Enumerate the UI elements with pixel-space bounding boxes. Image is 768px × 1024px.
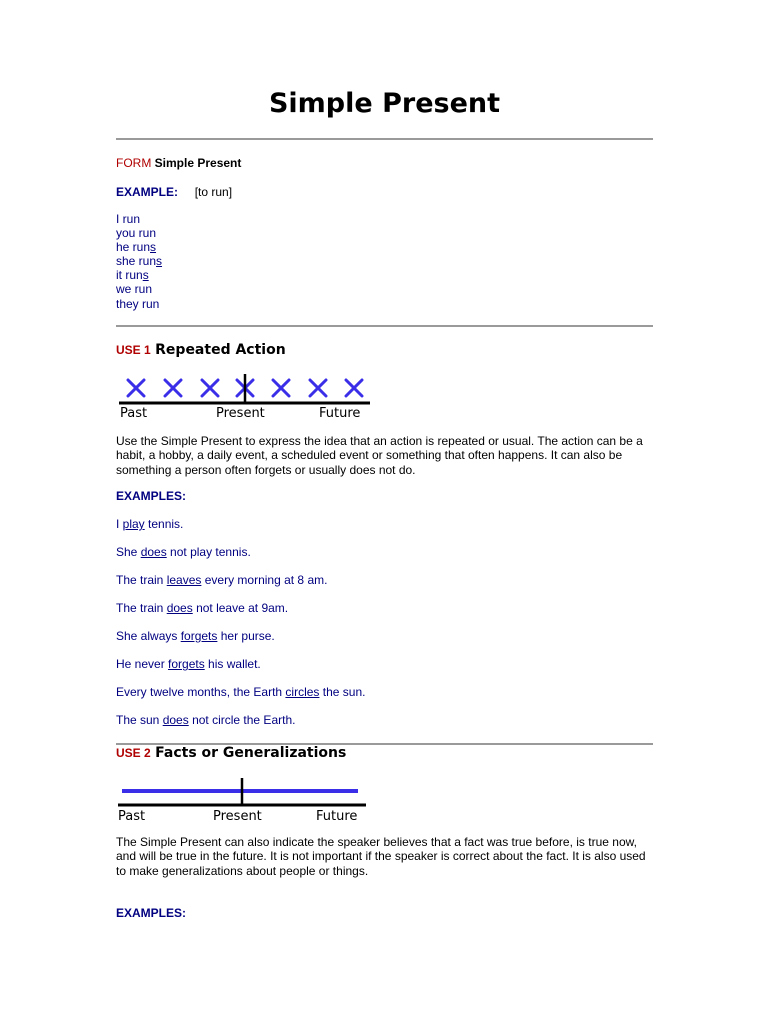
- conjugation-base: she run: [116, 254, 157, 269]
- example-verb: forgets: [168, 657, 205, 671]
- example-verb: play: [122, 517, 145, 531]
- conjugation-base: we run: [116, 282, 153, 297]
- form-label: FORM: [116, 156, 152, 170]
- use1-title: Repeated Action: [155, 342, 286, 358]
- example-text: her purse.: [217, 629, 275, 643]
- example-verb: leaves: [166, 573, 202, 587]
- x-marker: [346, 380, 362, 396]
- use2-title: Facts or Generalizations: [155, 745, 347, 761]
- example-sentence: [116, 601, 288, 615]
- conjugation-item: [116, 212, 162, 226]
- conjugation-base: it run: [116, 268, 143, 283]
- use2-examples-label: EXAMPLES:: [116, 906, 187, 920]
- example-verb: [to run]: [194, 185, 233, 199]
- conjugation-base: he run: [116, 240, 151, 255]
- timeline-present-label: Present: [213, 809, 262, 824]
- divider: [116, 138, 653, 140]
- example-text: tennis.: [144, 517, 184, 531]
- example-label: EXAMPLE:: [116, 185, 179, 199]
- example-sentence: [116, 545, 251, 559]
- form-line: [116, 156, 241, 170]
- conjugation-item: [116, 282, 162, 296]
- timeline-past-label: Past: [120, 406, 148, 421]
- example-text: He never: [116, 657, 169, 671]
- conjugation-item: [116, 240, 162, 254]
- example-sentence: [116, 685, 365, 699]
- x-marker: [273, 380, 289, 396]
- x-marker: [128, 380, 144, 396]
- use2-description: The Simple Present can also indicate the speaker believes that a fact was true before, is true now, and will be true in the future. It is not important if the speaker is correct about the fact. It is also used to make generalizations about people or things.: [116, 835, 646, 878]
- example-text: not play tennis.: [166, 545, 251, 559]
- example-text: Every twelve months, the Earth: [116, 685, 286, 699]
- example-text: not circle the Earth.: [188, 713, 296, 727]
- example-text: She always: [116, 629, 181, 643]
- example-sentence: [116, 517, 183, 531]
- use2-heading: [116, 744, 346, 762]
- use1-description: Use the Simple Present to express the idea that an action is repeated or usual. The action can be a habit, a hobby, a daily event, a scheduled event or something that often happens. It can also be something a person often forgets or usually does not do.: [116, 434, 643, 477]
- conjugation-item: [116, 268, 162, 282]
- conjugation-base: you run: [116, 226, 157, 241]
- example-text: The train: [116, 601, 167, 615]
- conjugation-item: [116, 297, 162, 311]
- example-text: not leave at 9am.: [192, 601, 289, 615]
- conjugation-base: they run: [116, 296, 160, 311]
- form-value: Simple Present: [154, 156, 242, 170]
- conjugation-list: [116, 212, 162, 311]
- use1-examples-label: EXAMPLES:: [116, 489, 187, 503]
- example-text: the sun.: [319, 685, 366, 699]
- use1-heading: [116, 341, 286, 359]
- example-line: [116, 185, 232, 199]
- use1-timeline-diagram: [116, 372, 376, 422]
- x-marker: [202, 380, 218, 396]
- x-marker: [310, 380, 326, 396]
- timeline-past-label: Past: [118, 809, 146, 824]
- use2-timeline-diagram: [116, 776, 376, 826]
- x-marker: [165, 380, 181, 396]
- example-text: his wallet.: [204, 657, 261, 671]
- conjugation-base: I run: [116, 212, 141, 226]
- page-title: Simple Present: [268, 88, 501, 119]
- use2-label: USE 2: [116, 746, 151, 760]
- conjugation-suffix: s: [142, 268, 149, 283]
- timeline-future-label: Future: [319, 406, 361, 421]
- example-text: She: [116, 545, 141, 559]
- divider: [116, 325, 653, 327]
- timeline-future-label: Future: [316, 809, 358, 824]
- conjugation-suffix: s: [156, 254, 163, 269]
- example-sentence: [116, 657, 261, 671]
- conjugation-item: [116, 226, 162, 240]
- example-sentence: [116, 713, 295, 727]
- example-text: The train: [116, 573, 167, 587]
- conjugation-suffix: s: [150, 240, 157, 255]
- example-text: I: [116, 517, 123, 531]
- example-text: every morning at 8 am.: [201, 573, 328, 587]
- example-sentence: [116, 629, 275, 643]
- example-text: The sun: [116, 713, 163, 727]
- timeline-present-label: Present: [216, 406, 265, 421]
- example-verb: circles: [285, 685, 320, 699]
- use1-label: USE 1: [116, 343, 151, 357]
- example-sentence: [116, 573, 327, 587]
- example-verb: does: [166, 601, 193, 615]
- example-verb: does: [162, 713, 189, 727]
- example-verb: forgets: [180, 629, 218, 643]
- conjugation-item: [116, 254, 162, 268]
- example-verb: does: [140, 545, 167, 559]
